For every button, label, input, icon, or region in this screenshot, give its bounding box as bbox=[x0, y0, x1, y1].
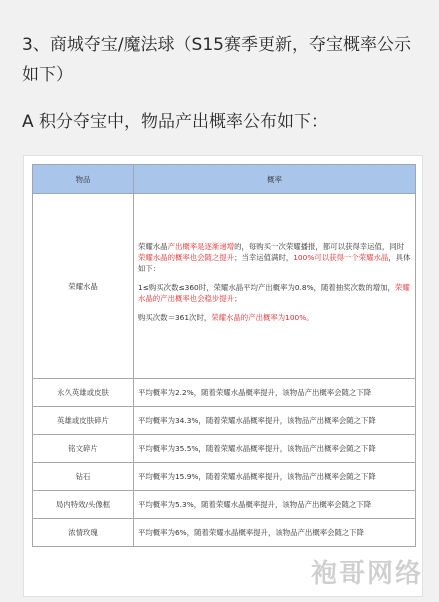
crystal-paragraph-2 bbox=[138, 282, 411, 304]
highlight-text: 荣耀水晶的产出概率也会稳步提升 bbox=[138, 283, 410, 303]
item-name: 铭文碎片 bbox=[33, 435, 134, 463]
text-span: ； bbox=[234, 294, 242, 303]
item-probability: 平均概率为15.9%，随着荣耀水晶概率提升，该物品产出概率会随之下降 bbox=[134, 463, 416, 491]
crystal-description bbox=[134, 194, 416, 379]
item-probability: 平均概率为34.3%，随着荣耀水晶概率提升，该物品产出概率会随之下降 bbox=[134, 407, 416, 435]
item-probability: 平均概率为5.3%，随着荣耀水晶概率提升，该物品产出概率会随之下降 bbox=[134, 491, 416, 519]
header-item: 物品 bbox=[33, 165, 134, 194]
table-row bbox=[33, 379, 416, 407]
probability-table bbox=[32, 164, 416, 547]
crystal-paragraph-1 bbox=[138, 241, 411, 274]
text-span: 1≤购买次数≤360时，荣耀水晶平均产出概率为0.8%，随着抽奖次数的增加， bbox=[138, 283, 395, 292]
text-span: 的，每购买一次荣耀播报，都可以获得幸运值，同时 bbox=[234, 242, 405, 251]
highlight-text: 荣耀水晶的产出概率为100%。 bbox=[211, 313, 314, 322]
section-subheading: A 积分夺宝中，物品产出概率公布如下： bbox=[22, 112, 329, 132]
header-probability: 概率 bbox=[134, 165, 416, 194]
item-name: 永久英雄或皮肤 bbox=[33, 379, 134, 407]
text-span: ；当幸运值满时， bbox=[234, 253, 294, 262]
watermark-logo: 袍哥网络 bbox=[310, 559, 423, 589]
crystal-paragraph-3 bbox=[138, 312, 411, 323]
probability-table-card bbox=[23, 155, 423, 597]
section-heading: 3、商城夺宝/魔法球（S15赛季更新，夺宝概率公示如下） bbox=[22, 35, 411, 85]
table-row bbox=[33, 194, 416, 379]
item-name: 浓情玫瑰 bbox=[33, 519, 134, 547]
highlight-text: 100%可以获得一个荣耀水晶 bbox=[293, 253, 389, 262]
text-span: 购买次数＝361次时， bbox=[138, 313, 212, 322]
table-row bbox=[33, 407, 416, 435]
table-header-row bbox=[33, 165, 416, 194]
text-span: ，具体如下： bbox=[138, 253, 411, 273]
text-span: 荣耀水晶 bbox=[138, 242, 168, 251]
item-probability: 平均概率为35.5%，随着荣耀水晶概率提升，该物品产出概率会随之下降 bbox=[134, 435, 416, 463]
item-name: 钻石 bbox=[33, 463, 134, 491]
highlight-text: 产出概率是逐渐递增 bbox=[167, 242, 235, 251]
item-name: 荣耀水晶 bbox=[33, 194, 134, 379]
item-name: 局内特效/头像框 bbox=[33, 491, 134, 519]
item-probability: 平均概率为2.2%，随着荣耀水晶概率提升，该物品产出概率会随之下降 bbox=[134, 379, 416, 407]
highlight-text: 荣耀水晶的概率也会随之提升 bbox=[138, 253, 235, 262]
table-row bbox=[33, 519, 416, 547]
table-row bbox=[33, 491, 416, 519]
table-row bbox=[33, 435, 416, 463]
item-name: 英雄或皮肤碎片 bbox=[33, 407, 134, 435]
item-probability: 平均概率为6%，随着荣耀水晶概率提升，该物品产出概率会随之下降 bbox=[134, 519, 416, 547]
table-row bbox=[33, 463, 416, 491]
